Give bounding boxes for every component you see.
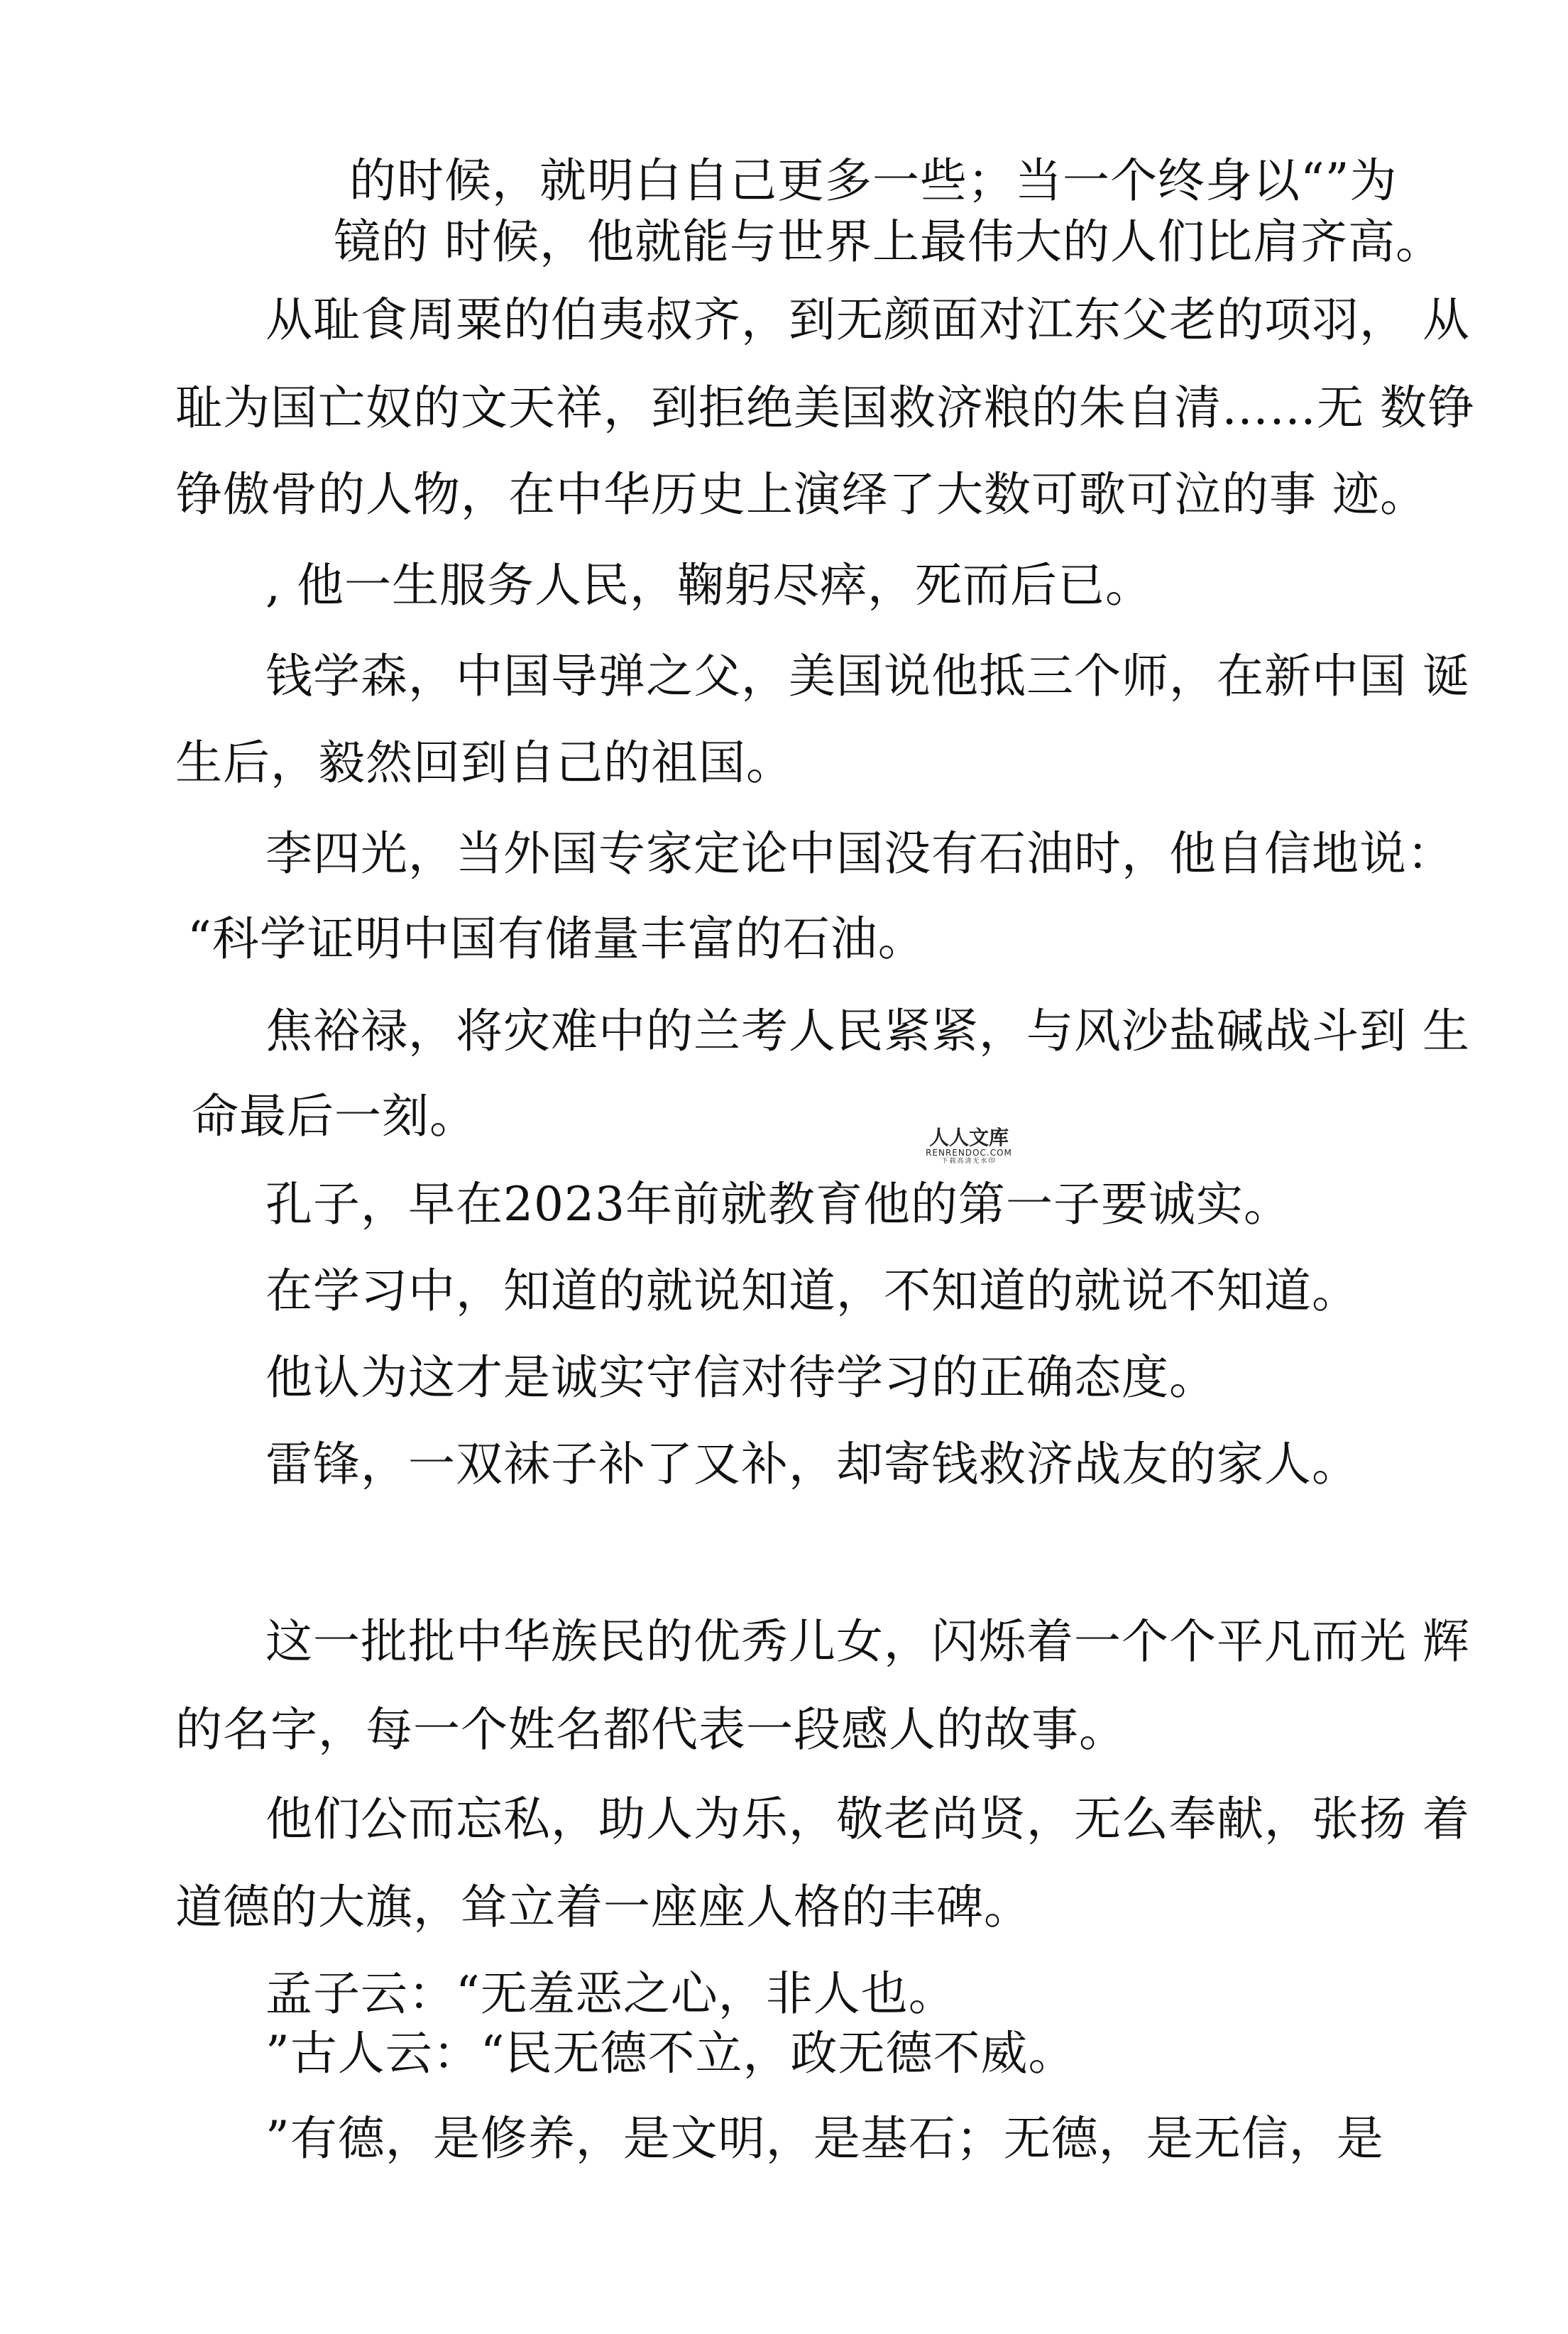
- text-line: 孟子云：“无羞恶之心，非人也。: [265, 1966, 956, 2021]
- text-line: 在学习中，知道的就说知道，不知道的就说不知道。: [265, 1264, 1359, 1318]
- text-line: 钱学森，中国导弹之父，美国说他抵三个师，在新中国 诞: [265, 649, 1470, 703]
- text-line: “科学证明中国有储量丰富的石油。: [187, 911, 926, 966]
- text-line: ”古人云：“民无德不立，政无德不威。: [265, 2026, 1076, 2081]
- text-line: 镜的 时候，他就能与世界上最伟大的人们比肩齐高。: [334, 214, 1443, 269]
- text-line: 的时候，就明白自己更多一些；当一个终身以“”为: [349, 153, 1398, 208]
- text-line: 的名字，每一个姓名都代表一段感人的故事。: [175, 1702, 1126, 1757]
- text-line: 这一批批中华族民的优秀儿女，闪烁着一个个平凡而光 辉: [265, 1614, 1470, 1669]
- text-line: 雷锋，一双袜子补了又补，却寄钱救济战友的家人。: [265, 1437, 1359, 1491]
- watermark-tagline: 下载高清无水印: [941, 1157, 997, 1165]
- text-line: 道德的大旗，耸立着一座座人格的丰碑。: [175, 1880, 1031, 1934]
- text-line: 他们公而忘私，助人为乐，敬老尚贤，无么奉献，张扬 着: [265, 1792, 1470, 1846]
- text-line: 耻为国亡奴的文天祥，到拒绝美国救济粮的朱自清……无 数铮: [175, 380, 1475, 435]
- text-line: 从耻食周粟的伯夷叔齐，到无颜面对江东父老的项羽， 从: [265, 292, 1470, 347]
- text-line: 铮傲骨的人物，在中华历史上演绎了大数可歌可泣的事 迹。: [175, 467, 1427, 522]
- text-line: 生后，毅然回到自己的祖国。: [175, 735, 794, 790]
- text-line: 焦裕禄，将灾难中的兰考人民紧紧，与风沙盐碱战斗到 生: [265, 1004, 1470, 1058]
- text-line: ”有德，是修养，是文明，是基石；无德，是无信，是: [265, 2111, 1384, 2166]
- watermark-title: 人人文库: [928, 1126, 1009, 1149]
- text-line: 命最后一刻。: [192, 1089, 477, 1144]
- watermark-logo: [916, 1127, 1022, 1166]
- text-line: 孔子，早在2023年前就教育他的第一子要诚实。: [265, 1177, 1291, 1232]
- text-line: , 他一生服务人民，鞠躬尽瘁，死而后已。: [265, 558, 1153, 613]
- watermark-url: RENRENDOC.COM: [926, 1148, 1012, 1158]
- text-line: 他认为这才是诚实守信对待学习的正确态度。: [265, 1350, 1217, 1405]
- text-line: 李四光，当外国专家定论中国没有石油时，他自信地说：: [265, 826, 1454, 881]
